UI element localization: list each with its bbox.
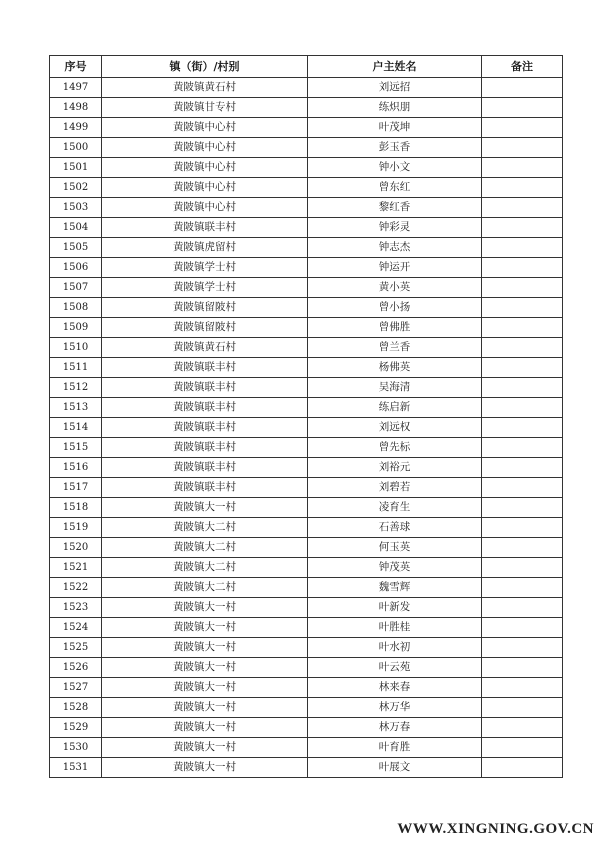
name-cell: 刘碧若 bbox=[308, 478, 482, 498]
remarks-cell bbox=[482, 178, 563, 198]
village-cell: 黄陂镇大二村 bbox=[102, 518, 308, 538]
village-cell: 黄陂镇联丰村 bbox=[102, 218, 308, 238]
header-row bbox=[50, 56, 563, 78]
table-row bbox=[50, 438, 563, 458]
seq-cell: 1517 bbox=[50, 478, 102, 498]
name-cell: 曾东红 bbox=[308, 178, 482, 198]
table-row bbox=[50, 338, 563, 358]
seq-cell: 1512 bbox=[50, 378, 102, 398]
remarks-cell bbox=[482, 318, 563, 338]
seq-cell: 1529 bbox=[50, 718, 102, 738]
name-cell: 魏雪辉 bbox=[308, 578, 482, 598]
seq-cell: 1520 bbox=[50, 538, 102, 558]
remarks-cell bbox=[482, 118, 563, 138]
name-cell: 曾佛胜 bbox=[308, 318, 482, 338]
table-row bbox=[50, 678, 563, 698]
remarks-cell bbox=[482, 538, 563, 558]
seq-cell: 1503 bbox=[50, 198, 102, 218]
village-cell: 黄陂镇大二村 bbox=[102, 578, 308, 598]
village-cell: 黄陂镇大一村 bbox=[102, 738, 308, 758]
name-cell: 叶新发 bbox=[308, 598, 482, 618]
remarks-cell bbox=[482, 618, 563, 638]
name-cell: 吴海清 bbox=[308, 378, 482, 398]
table-row bbox=[50, 618, 563, 638]
village-cell: 黄陂镇虎留村 bbox=[102, 238, 308, 258]
name-cell: 凌育生 bbox=[308, 498, 482, 518]
table-row bbox=[50, 538, 563, 558]
remarks-cell bbox=[482, 718, 563, 738]
name-cell: 钟茂英 bbox=[308, 558, 482, 578]
village-cell: 黄陂镇学士村 bbox=[102, 278, 308, 298]
village-cell: 黄陂镇大一村 bbox=[102, 718, 308, 738]
table-row bbox=[50, 398, 563, 418]
name-cell: 杨佛英 bbox=[308, 358, 482, 378]
remarks-cell bbox=[482, 298, 563, 318]
seq-cell: 1521 bbox=[50, 558, 102, 578]
remarks-cell bbox=[482, 558, 563, 578]
seq-cell: 1524 bbox=[50, 618, 102, 638]
village-cell: 黄陂镇大一村 bbox=[102, 598, 308, 618]
village-cell: 黄陂镇联丰村 bbox=[102, 418, 308, 438]
remarks-cell bbox=[482, 338, 563, 358]
table-row bbox=[50, 598, 563, 618]
table-row bbox=[50, 98, 563, 118]
remarks-cell bbox=[482, 478, 563, 498]
seq-cell: 1519 bbox=[50, 518, 102, 538]
table-row bbox=[50, 218, 563, 238]
seq-cell: 1523 bbox=[50, 598, 102, 618]
village-cell: 黄陂镇大一村 bbox=[102, 658, 308, 678]
seq-cell: 1526 bbox=[50, 658, 102, 678]
seq-cell: 1497 bbox=[50, 78, 102, 98]
seq-cell: 1498 bbox=[50, 98, 102, 118]
seq-cell: 1518 bbox=[50, 498, 102, 518]
table-body bbox=[50, 78, 563, 778]
name-cell: 钟志杰 bbox=[308, 238, 482, 258]
village-cell: 黄陂镇大二村 bbox=[102, 558, 308, 578]
seq-cell: 1504 bbox=[50, 218, 102, 238]
table-row bbox=[50, 258, 563, 278]
table-row bbox=[50, 478, 563, 498]
village-cell: 黄陂镇留陂村 bbox=[102, 318, 308, 338]
village-cell: 黄陂镇大一村 bbox=[102, 638, 308, 658]
remarks-cell bbox=[482, 378, 563, 398]
table-row bbox=[50, 638, 563, 658]
table-row bbox=[50, 238, 563, 258]
name-cell: 叶育胜 bbox=[308, 738, 482, 758]
site-url-footer: WWW.XINGNING.GOV.CN bbox=[397, 821, 594, 837]
seq-cell: 1514 bbox=[50, 418, 102, 438]
name-cell: 叶水初 bbox=[308, 638, 482, 658]
remarks-cell bbox=[482, 518, 563, 538]
name-cell: 曾小扬 bbox=[308, 298, 482, 318]
table-row bbox=[50, 198, 563, 218]
seq-cell: 1525 bbox=[50, 638, 102, 658]
remarks-cell bbox=[482, 698, 563, 718]
table-header bbox=[50, 56, 563, 78]
name-cell: 钟小文 bbox=[308, 158, 482, 178]
name-cell: 林来春 bbox=[308, 678, 482, 698]
name-cell: 叶云苑 bbox=[308, 658, 482, 678]
seq-cell: 1506 bbox=[50, 258, 102, 278]
seq-cell: 1516 bbox=[50, 458, 102, 478]
name-cell: 曾先标 bbox=[308, 438, 482, 458]
name-cell: 黄小英 bbox=[308, 278, 482, 298]
village-cell: 黄陂镇中心村 bbox=[102, 118, 308, 138]
remarks-cell bbox=[482, 438, 563, 458]
header-seq: 序号 bbox=[50, 56, 102, 78]
village-cell: 黄陂镇中心村 bbox=[102, 198, 308, 218]
table-row bbox=[50, 358, 563, 378]
name-cell: 林万春 bbox=[308, 718, 482, 738]
seq-cell: 1531 bbox=[50, 758, 102, 778]
village-cell: 黄陂镇留陂村 bbox=[102, 298, 308, 318]
table-row bbox=[50, 518, 563, 538]
seq-cell: 1500 bbox=[50, 138, 102, 158]
remarks-cell bbox=[482, 658, 563, 678]
name-cell: 刘远权 bbox=[308, 418, 482, 438]
table-row bbox=[50, 418, 563, 438]
name-cell: 刘远招 bbox=[308, 78, 482, 98]
header-remarks: 备注 bbox=[482, 56, 563, 78]
village-cell: 黄陂镇中心村 bbox=[102, 178, 308, 198]
table-row bbox=[50, 158, 563, 178]
table-row bbox=[50, 298, 563, 318]
name-cell: 钟彩灵 bbox=[308, 218, 482, 238]
header-householder-name: 户主姓名 bbox=[308, 56, 482, 78]
village-cell: 黄陂镇大二村 bbox=[102, 538, 308, 558]
name-cell: 练启新 bbox=[308, 398, 482, 418]
village-cell: 黄陂镇大一村 bbox=[102, 618, 308, 638]
household-table-sheet bbox=[49, 55, 562, 778]
seq-cell: 1508 bbox=[50, 298, 102, 318]
table-row bbox=[50, 78, 563, 98]
table-row bbox=[50, 558, 563, 578]
seq-cell: 1499 bbox=[50, 118, 102, 138]
name-cell: 何玉英 bbox=[308, 538, 482, 558]
table-row bbox=[50, 318, 563, 338]
name-cell: 曾兰香 bbox=[308, 338, 482, 358]
seq-cell: 1501 bbox=[50, 158, 102, 178]
village-cell: 黄陂镇大一村 bbox=[102, 498, 308, 518]
remarks-cell bbox=[482, 278, 563, 298]
table-row bbox=[50, 758, 563, 778]
name-cell: 叶茂坤 bbox=[308, 118, 482, 138]
table-row bbox=[50, 378, 563, 398]
remarks-cell bbox=[482, 678, 563, 698]
village-cell: 黄陂镇联丰村 bbox=[102, 398, 308, 418]
seq-cell: 1522 bbox=[50, 578, 102, 598]
seq-cell: 1515 bbox=[50, 438, 102, 458]
seq-cell: 1502 bbox=[50, 178, 102, 198]
remarks-cell bbox=[482, 198, 563, 218]
village-cell: 黄陂镇学士村 bbox=[102, 258, 308, 278]
seq-cell: 1530 bbox=[50, 738, 102, 758]
table-row bbox=[50, 278, 563, 298]
table-row bbox=[50, 578, 563, 598]
table-row bbox=[50, 738, 563, 758]
village-cell: 黄陂镇联丰村 bbox=[102, 458, 308, 478]
table-row bbox=[50, 138, 563, 158]
remarks-cell bbox=[482, 238, 563, 258]
remarks-cell bbox=[482, 738, 563, 758]
name-cell: 彭玉香 bbox=[308, 138, 482, 158]
remarks-cell bbox=[482, 358, 563, 378]
header-town-village: 镇（街）/村别 bbox=[102, 56, 308, 78]
seq-cell: 1527 bbox=[50, 678, 102, 698]
table-row bbox=[50, 698, 563, 718]
name-cell: 石善球 bbox=[308, 518, 482, 538]
remarks-cell bbox=[482, 218, 563, 238]
seq-cell: 1528 bbox=[50, 698, 102, 718]
village-cell: 黄陂镇联丰村 bbox=[102, 358, 308, 378]
village-cell: 黄陂镇大一村 bbox=[102, 678, 308, 698]
remarks-cell bbox=[482, 78, 563, 98]
village-cell: 黄陂镇黄石村 bbox=[102, 78, 308, 98]
village-cell: 黄陂镇黄石村 bbox=[102, 338, 308, 358]
seq-cell: 1507 bbox=[50, 278, 102, 298]
table-row bbox=[50, 458, 563, 478]
table-row bbox=[50, 658, 563, 678]
household-table bbox=[49, 55, 563, 778]
name-cell: 叶展文 bbox=[308, 758, 482, 778]
village-cell: 黄陂镇联丰村 bbox=[102, 438, 308, 458]
village-cell: 黄陂镇联丰村 bbox=[102, 478, 308, 498]
seq-cell: 1505 bbox=[50, 238, 102, 258]
village-cell: 黄陂镇大一村 bbox=[102, 758, 308, 778]
seq-cell: 1513 bbox=[50, 398, 102, 418]
remarks-cell bbox=[482, 638, 563, 658]
village-cell: 黄陂镇大一村 bbox=[102, 698, 308, 718]
table-row bbox=[50, 498, 563, 518]
remarks-cell bbox=[482, 598, 563, 618]
remarks-cell bbox=[482, 458, 563, 478]
remarks-cell bbox=[482, 258, 563, 278]
village-cell: 黄陂镇中心村 bbox=[102, 158, 308, 178]
table-row bbox=[50, 178, 563, 198]
village-cell: 黄陂镇中心村 bbox=[102, 138, 308, 158]
remarks-cell bbox=[482, 578, 563, 598]
name-cell: 林万华 bbox=[308, 698, 482, 718]
table-row bbox=[50, 118, 563, 138]
name-cell: 叶胜桂 bbox=[308, 618, 482, 638]
remarks-cell bbox=[482, 498, 563, 518]
village-cell: 黄陂镇甘专村 bbox=[102, 98, 308, 118]
seq-cell: 1509 bbox=[50, 318, 102, 338]
remarks-cell bbox=[482, 158, 563, 178]
name-cell: 刘裕元 bbox=[308, 458, 482, 478]
remarks-cell bbox=[482, 398, 563, 418]
remarks-cell bbox=[482, 758, 563, 778]
table-row bbox=[50, 718, 563, 738]
remarks-cell bbox=[482, 98, 563, 118]
remarks-cell bbox=[482, 138, 563, 158]
name-cell: 练炽朋 bbox=[308, 98, 482, 118]
remarks-cell bbox=[482, 418, 563, 438]
name-cell: 钟运开 bbox=[308, 258, 482, 278]
village-cell: 黄陂镇联丰村 bbox=[102, 378, 308, 398]
seq-cell: 1510 bbox=[50, 338, 102, 358]
name-cell: 黎红香 bbox=[308, 198, 482, 218]
seq-cell: 1511 bbox=[50, 358, 102, 378]
